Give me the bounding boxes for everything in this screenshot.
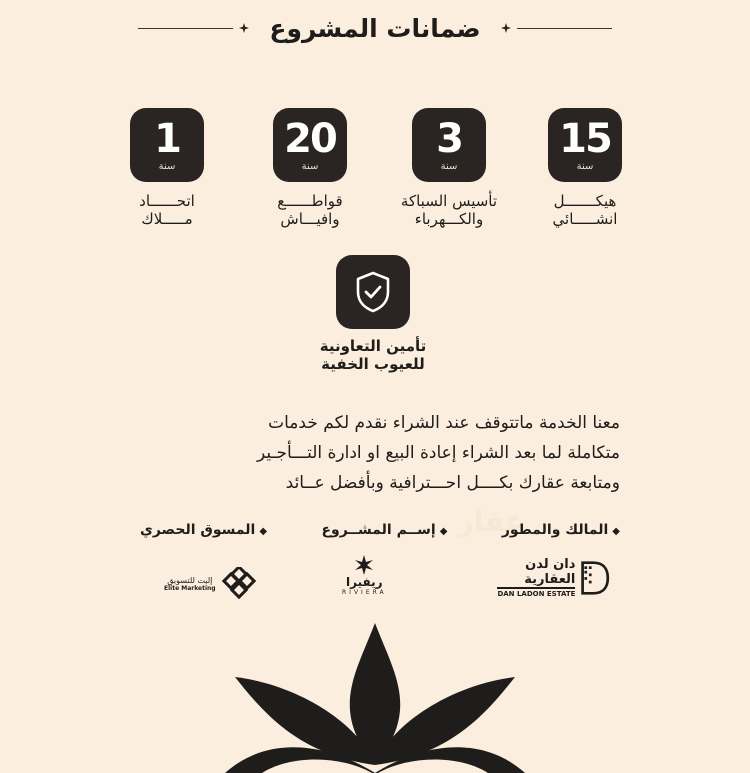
badge-unit: سنة: [576, 160, 594, 172]
watermark: عقار: [458, 505, 524, 538]
paragraph-line: متكاملة لما بعد الشراء إعادة البيع او ادارة التـــأجـير: [256, 443, 620, 463]
badge-label: [401, 192, 497, 228]
badge-label-line2: مـــــلاك: [141, 210, 193, 228]
badge-structure: [515, 108, 655, 238]
badge-number: 15: [559, 115, 611, 162]
project-logo-ar: ريفيرا: [346, 575, 383, 589]
project-logo-en: RIVIERA: [342, 589, 387, 596]
insurance-label-line1: تأمين التعاونية: [319, 337, 427, 355]
owner-logo-mark: [579, 559, 610, 597]
badge-number: 20: [284, 115, 336, 162]
insurance-badge: [319, 255, 427, 373]
marketer-logo-ar: إليت للتسويق: [167, 576, 213, 585]
credit-label: إســم المشــروع: [321, 522, 436, 538]
shield-check-icon: [353, 270, 393, 314]
insurance-label: [320, 337, 427, 373]
badge-label-line1: تأسيس السباكة: [400, 192, 498, 210]
credit-marketer: ◆المسوق الحصري: [140, 522, 268, 538]
credits-row: [140, 522, 620, 548]
insurance-label-line2: للعيوب الخفية: [321, 355, 425, 373]
diamond-icon: [501, 23, 511, 33]
badge-label-line1: هيكـــــــل: [553, 192, 617, 210]
marketer-logo-en: Elite Marketing: [164, 585, 216, 592]
star-flower-icon: [351, 555, 377, 575]
paragraph-line: معنا الخدمة ماتتوقف عند الشراء نقدم لكم خدمات: [268, 413, 620, 433]
diamond-icon: [239, 23, 249, 33]
badge-label-line2: والكـــهرباء: [414, 210, 484, 228]
badge-label: [139, 192, 195, 228]
badge-number: 3: [436, 115, 462, 162]
services-paragraph: [120, 408, 620, 498]
page-title: ضمانات المشروع: [269, 13, 481, 43]
badge-label-line1: قواطــــــع: [277, 192, 343, 210]
badge-number: 1: [154, 115, 180, 162]
badge-unit: سنة: [301, 160, 319, 172]
number-badge: [273, 108, 347, 182]
lotus-ornament: [0, 615, 750, 773]
badge-label-line2: انشـــــائي: [552, 210, 618, 228]
project-logo: [342, 555, 387, 596]
title-row: [0, 10, 750, 46]
owner-logo-ar: دان لدن العقارية: [524, 557, 576, 587]
insurance-box: [336, 255, 410, 329]
owner-logo-en: DAN LADON ESTATE: [497, 587, 575, 598]
warranty-badges: [115, 108, 655, 238]
credit-label: المالك والمطور: [501, 522, 609, 538]
marketer-logo: [164, 567, 256, 601]
logos-row: [150, 555, 610, 605]
badge-label: [553, 192, 618, 228]
credit-owner: ◆المالك والمطور: [501, 522, 620, 538]
number-badge: [412, 108, 486, 182]
badge-label-line1: اتحــــــاد: [139, 192, 195, 210]
badge-label-line2: وافيـــاش: [280, 210, 340, 228]
owner-logo: [480, 557, 610, 598]
badge-unit: سنة: [158, 160, 176, 172]
credit-label: المسوق الحصري: [140, 522, 256, 538]
knot-icon: [222, 567, 256, 601]
paragraph-line: ومتابعة عقارك بكــــل احـــترافية وبأفضل عــائد: [285, 473, 620, 493]
badge-label: [277, 192, 342, 228]
badge-plumbing: [379, 108, 519, 238]
number-badge: [548, 108, 622, 182]
badge-unit: سنة: [440, 160, 458, 172]
badge-owners-association: [97, 108, 237, 238]
badge-switches: [240, 108, 380, 238]
divider-line-right: [517, 28, 612, 29]
credit-project: ◆إســم المشــروع: [321, 522, 448, 538]
number-badge: [130, 108, 204, 182]
divider-line-left: [138, 28, 233, 29]
